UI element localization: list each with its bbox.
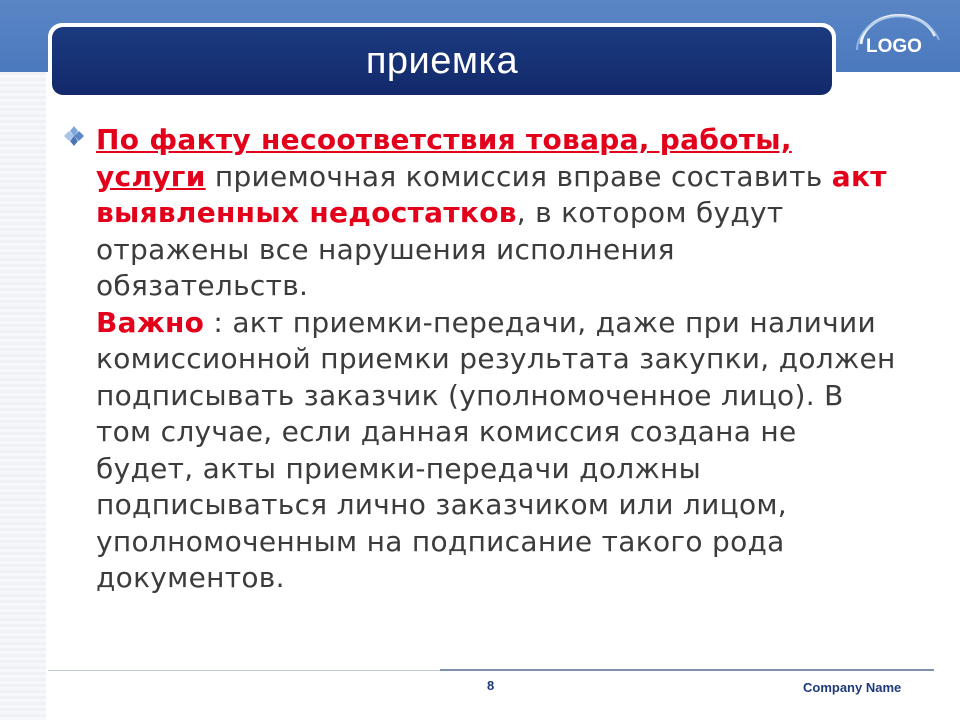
body-paragraph (96, 122, 896, 597)
footer-divider-accent (440, 669, 934, 671)
diamond-bullet-icon (62, 124, 86, 148)
highlight-defects-act: акт выявленных недостатков (96, 159, 887, 229)
body-text-2: , в котором будут отражены все нарушения исполнения обязательств. (96, 196, 784, 302)
title-bar-inner (52, 27, 832, 95)
company-name: Company Name (803, 680, 902, 695)
body-text-1: приемочная комиссия вправе составить (205, 159, 832, 193)
page-number: 8 (487, 678, 495, 693)
body-text-3: : акт приемки-передачи, даже при наличии комиссионной приемки результата закупки, должен подписывать заказчик (уполномоченное лицо). В том случае, если данная комиссия создана не будет, акты приемки-передачи должны подписываться лично заказчиком или лицом, уполномоченным на подписание такого рода документов. (96, 305, 896, 594)
highlight-nonconformity: По факту несоответствия товара, работы, (96, 123, 792, 156)
logo-text: LOGO (866, 36, 922, 57)
highlight-important: Важно (96, 305, 205, 339)
left-decorative-panel (0, 72, 46, 720)
slide-title: приемка (365, 39, 519, 82)
title-bar (48, 23, 836, 99)
highlight-services: услуги (96, 159, 206, 193)
